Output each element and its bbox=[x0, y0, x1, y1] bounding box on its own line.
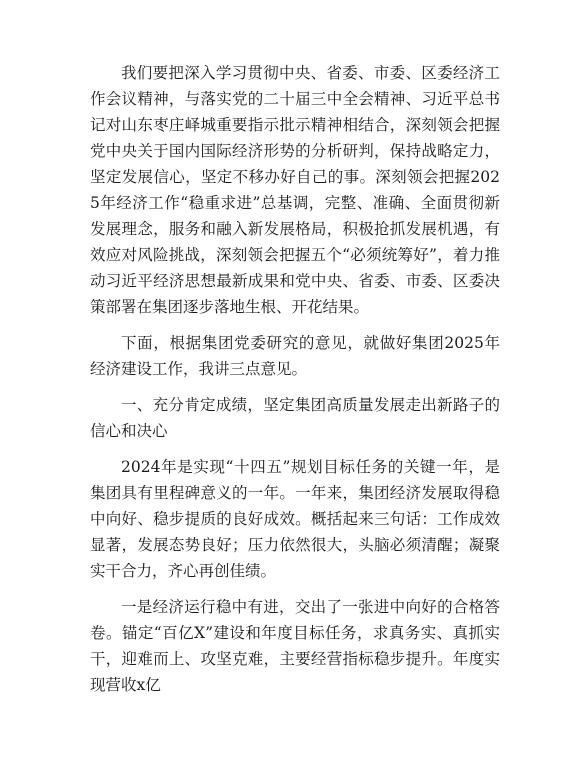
outline-paragraph: 下面，根据集团党委研究的意见，就做好集团2025年经济建设工作，我讲三点意见。 bbox=[90, 334, 500, 378]
point-one-paragraph: 一是经济运行稳中有进，交出了一张进中向好的合格答卷。锚定“百亿X”建设和年度目标任务，求真务实、真抓实干，迎难而上、攻坚克难，主要经营指标稳步提升。年度实现营收x亿 bbox=[90, 598, 500, 694]
document-body bbox=[90, 60, 500, 708]
intro-paragraph: 我们要把深入学习贯彻中央、省委、市委、区委经济工作会议精神，与落实党的二十届三中全会精神、习近平总书记对山东枣庄峄城重要指示批示精神相结合，深刻领会把握党中央关于国内国际经济形势的分析研判，保持战略定力，坚定发展信心，坚定不移办好自己的事。深刻领会把握2025年经济工作“稳重求进”总基调，完整、准确、全面贯彻新发展理念，服务和融入新发展格局，积极抢抓发展机遇，有效应对风险挑战，深刻领会把握五个“必须统筹好”，着力推动习近平经济思想最新成果和党中央、省委、市委、区委决策部署在集团逐步落地生根、开花结果。 bbox=[90, 64, 500, 316]
section-heading: 一、充分肯定成绩，坚定集团高质量发展走出新路子的信心和决心 bbox=[90, 396, 500, 440]
summary-paragraph: 2024年是实现“十四五”规划目标任务的关键一年，是集团具有里程碑意义的一年。一年来，集团经济发展取得稳中向好、稳步提质的良好成效。概括起来三句话：工作成效显著，发展态势良好；压力依然很大，头脑必须清醒；凝聚实干合力，齐心再创佳绩。 bbox=[90, 458, 500, 580]
